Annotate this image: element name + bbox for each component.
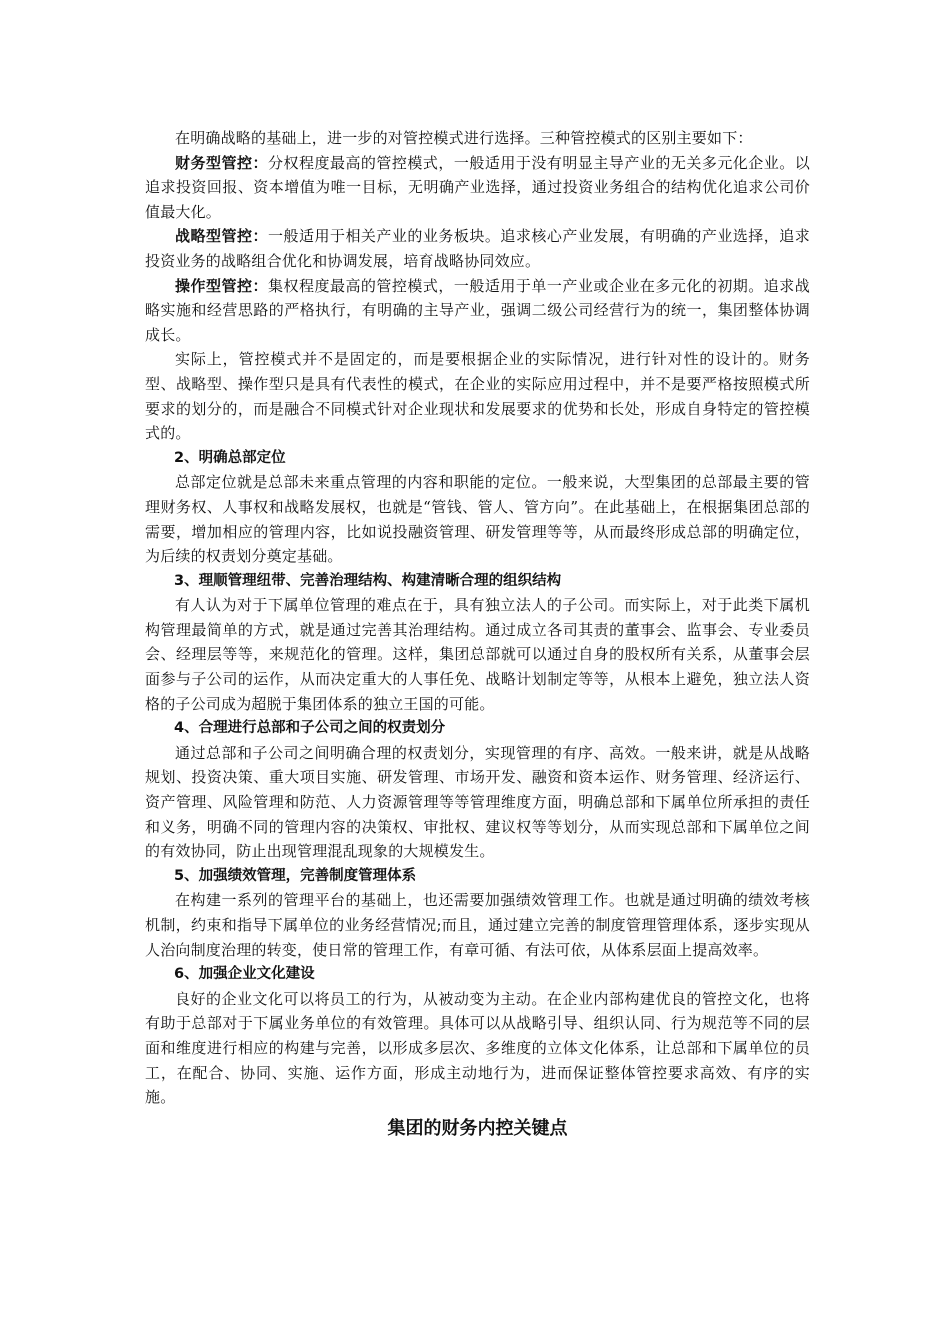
document-title: 集团的财务内控关键点: [387, 1117, 568, 1139]
section-5-heading: 5、加强绩效管理，完善制度管理体系: [174, 867, 417, 884]
mode-strategic-paragraph: [145, 224, 810, 273]
section-3-body: 有人认为对于下属单位管理的难点在于，具有独立法人的子公司。而实际上，对于此类下属机构管理最简单的方式，就是通过完善其治理结构。通过成立各司其责的董事会、监事会、专业委员会、经理层等等，来规范化的管理。这样，集团总部就可以通过自身的股权所有关系，从董事会层面参与子公司的运作，从而决定重大的人事任免、战略计划制定等等，从根本上避免，独立法人资格的子公司成为超脱于集团体系的独立王国的可能。: [145, 596, 810, 713]
mode-financial-label: 财务型管控：: [175, 153, 268, 172]
reality-paragraph: 实际上，管控模式并不是固定的，而是要根据企业的实际情况，进行针对性的设计的。财务型、战略型、操作型只是具有代表性的模式，在企业的实际应用过程中，并不是要严格按照模式所要求的划分的，而是融合不同模式针对企业现状和发展要求的优势和长处，形成自身特定的管控模式的。: [145, 350, 810, 443]
mode-operational-label: 操作型管控：: [175, 276, 268, 295]
section-2-heading: 2、明确总部定位: [174, 449, 286, 466]
section-2-body: 总部定位就是总部未来重点管理的内容和职能的定位。一般来说，大型集团的总部最主要的管理财务权、人事权和战略发展权，也就是“管钱、管人、管方向”。在此基础上，在根据集团总部的需要，增加相应的管理内容，比如说投融资管理、研发管理等等，从而最终形成总部的明确定位，为后续的权责划分奠定基础。: [145, 473, 810, 566]
mode-financial-paragraph: [145, 151, 810, 225]
mode-strategic-label: 战略型管控：: [175, 227, 268, 246]
section-5-body: 在构建一系列的管理平台的基础上，也还需要加强绩效管理工作。也就是通过明确的绩效考核机制，约束和指导下属单位的业务经营情况;而且，通过建立完善的制度管理管理体系，逐步实现从人治向制度治理的转变，使日常的管理工作，有章可循、有法可依，从体系层面上提高效率。: [145, 891, 810, 959]
intro-paragraph: 在明确战略的基础上，进一步的对管控模式进行选择。三种管控模式的区别主要如下：: [175, 129, 753, 147]
mode-strategic-text: 一般适用于相关产业的业务板块。追求核心产业发展，有明确的产业选择，追求投资业务的战略组合优化和协调发展，培育战略协同效应。: [145, 227, 810, 270]
mode-operational-text: 集权程度最高的管控模式，一般适用于单一产业或企业在多元化的初期。追求战略实施和经营思路的严格执行，有明确的主导产业，强调二级公司经营行为的统一，集团整体协调成长。: [145, 276, 810, 344]
section-4-heading: 4、合理进行总部和子公司之间的权责划分: [174, 720, 446, 737]
mode-financial-text: 分权程度最高的管控模式，一般适用于没有明显主导产业的无关多元化企业。以追求投资回报、资本增值为唯一目标，无明确产业选择，通过投资业务组合的结构优化追求公司价值最大化。: [145, 153, 810, 221]
mode-operational-paragraph: [145, 274, 810, 348]
section-3-heading: 3、理顺管理纽带、完善治理结构、构建清晰合理的组织结构: [174, 572, 562, 589]
section-6-body: 良好的企业文化可以将员工的行为，从被动变为主动。在企业内部构建优良的管控文化，也将有助于总部对于下属业务单位的有效管理。具体可以从战略引导、组织认同、行为规范等不同的层面和维度进行相应的构建与完善，以形成多层次、多维度的立体文化体系，让总部和下属单位的员工，在配合、协同、实施、运作方面，形成主动地行为，进而保证整体管控要求高效、有序的实施。: [145, 989, 810, 1107]
section-4-body: 通过总部和子公司之间明确合理的权责划分，实现管理的有序、高效。一般来讲，就是从战略规划、投资决策、重大项目实施、研发管理、市场开发、融资和资本运作、财务管理、经济运行、资产管理、风险管理和防范、人力资源管理等等管理维度方面，明确总部和下属单位所承担的责任和义务，明确不同的管理内容的决策权、审批权、建议权等等划分，从而实现总部和下属单位之间的有效协同，防止出现管理混乱现象的大规模发生。: [145, 743, 810, 861]
section-6-heading: 6、加强企业文化建设: [174, 966, 315, 983]
document-page: [145, 126, 810, 1144]
